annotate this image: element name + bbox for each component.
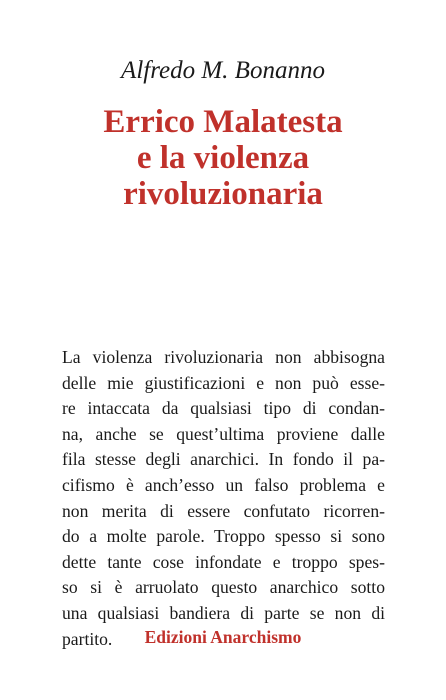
author-name: Alfredo M. Bonanno (121, 57, 325, 84)
blurb-line: dette tante cose infondate e troppo spes- (62, 551, 385, 572)
blurb-line: non merita di essere confutato ricorren- (62, 500, 385, 521)
blurb-line: La violenza rivoluzionaria non abbisogna (62, 347, 385, 367)
blurb-line: cifismo è anch’esso un falso problema e (62, 474, 385, 495)
blurb-line: una qualsiasi bandiera di parte se non di (62, 602, 385, 623)
blurb-line: re intaccata da qualsiasi tipo di condan- (62, 398, 385, 419)
book-title (0, 104, 446, 212)
blurb-line: fila stesse degli anarchici. In fondo il pa- (62, 449, 385, 470)
title-line: rivoluzionaria (123, 176, 323, 212)
blurb-line: partito. (62, 628, 113, 649)
blurb-line: na, anche se quest’ultima proviene dalle (62, 423, 385, 444)
title-line: e la violenza (136, 140, 310, 176)
blurb-line: so si è arruolato questo anarchico sotto (62, 577, 385, 598)
cover-blurb (62, 345, 385, 652)
blurb-line: do a molte parole. Troppo spesso si sono (62, 526, 385, 547)
publisher-name: Edizioni Anarchismo (144, 627, 302, 647)
blurb-line: delle mie giustificazioni e non può esse- (62, 372, 385, 393)
title-line: Errico Malatesta (103, 104, 343, 140)
